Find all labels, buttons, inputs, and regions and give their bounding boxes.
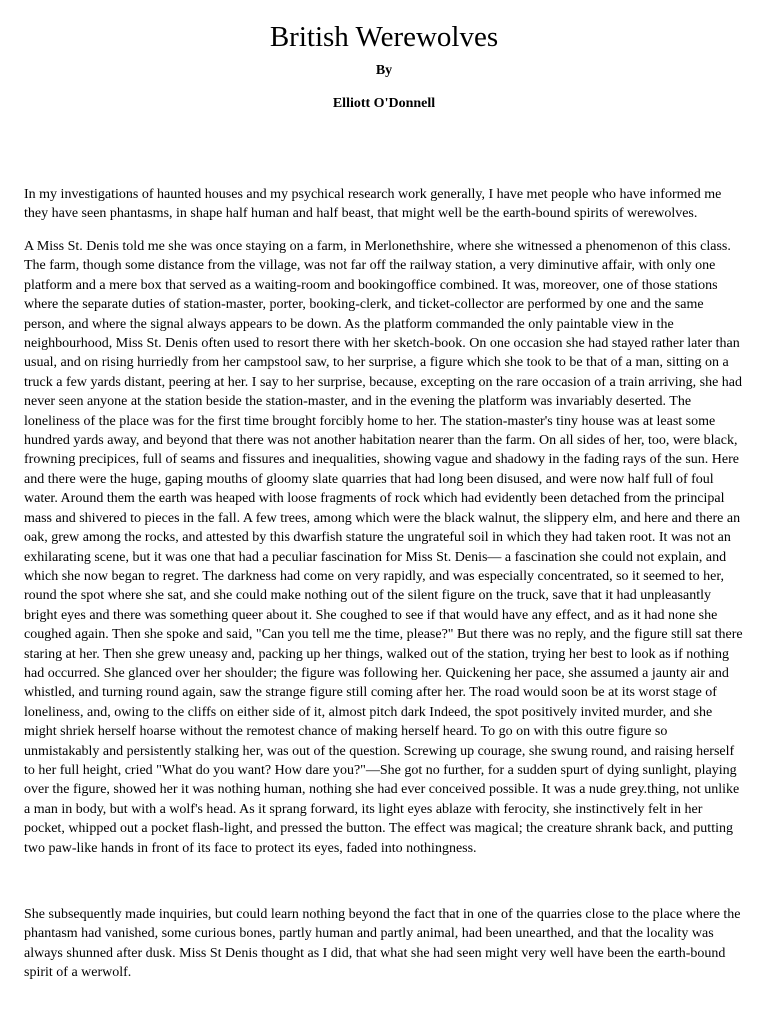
paragraph-story: A Miss St. Denis told me she was once staying on a farm, in Merlonethshire, where she witnessed a phenomenon of this class. The farm, though some distance from the village, was not far off the railway station, a very diminutive affair, with only one platform and a mere box that served as a waiting-room and bookingoffice combined. It was, moreover, one of those stations where the separate duties of station-master, porter, booking-clerk, and ticket-collector are performed by one and the same person, and where the signal always appears to be down. As the platform commanded the only paintable view in the neighbourhood, Miss St. Denis often used to resort there with her sketch-book. On one occasion she had stayed rather later than usual, and on rising hurriedly from her campstool saw, to her surprise, a figure which she took to be that of a man, sitting on a truck a few yards distant, peering at her. I say to her surprise, because, excepting on the rare occasion of a train arriving, she had never seen anyone at the station beside the station-master, and in the evening the platform was invariably deserted. The loneliness of the place was for the first time brought forcibly home to her. The station-master's tiny house was at least some hundred yards away, and beyond that there was not another habitation nearer than the farm. On all sides of her, too, were black, frowning precipices, full of seams and fissures and inequalities, showing vague and shadowy in the fading rays of the sun. Here and there were the huge, gaping mouths of gloomy slate quarries that had long been disused, and were now half full of foul water. Around them the earth was heaped with loose fragments of rock which had evidently been detached from the principal mass and shivered to pieces in the fall. A few trees, among which were the black walnut, the slippery elm, and here and there an oak, grew among the rocks, and attested by this dwarfish stature the ungrateful soil in which they had taken root. It was not an exhilarating scene, but it was one that had a peculiar fascination for Miss St. Denis— a fascination she could not explain, and which she now began to regret. The darkness had come on very rapidly, and was especially concentrated, so it seemed to her, round the spot where she sat, and she could make nothing out of the silent figure on the truck, save that it had unpleasantly bright eyes and there was something queer about it. She coughed to see if that would have any effect, and as it had none she coughed again. Then she spoke and said, "Can you tell me the time, please?" But there was no reply, and the figure still sat there staring at her. Then she grew uneasy and, packing up her things, walked out of the station, trying her best to look as if nothing had occurred. She glanced over her shoulder; the figure was following her. Quickening her pace, she assumed a jaunty air and whistled, and turning round again, saw the strange figure still coming after her. The road would soon be at its worst stage of loneliness, and, owing to the cliffs on either side of it, almost pitch dark Indeed, the spot positively invited murder, and she might shriek herself hoarse without the remotest chance of making herself heard. To go on with this outre figure so unmistakably and persistently stalking her, was out of the question. Screwing up courage, she swung round, and raising herself to her full height, cried "What do you want? How dare you?"—She got no further, for a sudden spurt of dying sunlight, playing over the figure, showed her it was nothing human, nothing she had ever conceived possible. It was a nude grey.thing, not unlike a man in body, but with a wolf's head. As it sprang forward, its light eyes ablaze with ferocity, she instinctively felt in her pocket, whipped out a pocket flash-light, and pressed the button. The effect was magical; the creature shrank back, and putting two paw-like hands in front of its face to protect its eyes, faded into nothingness. bbox=[24, 239, 743, 856]
author-name: Elliott O'Donnell bbox=[332, 96, 436, 111]
paragraph-intro: In my investigations of haunted houses and my psychical research work generally, I have met people who have informed me they have seen phantasms, in shape half human and half beast, that might well be the earth-bound spirits of werewolves. bbox=[24, 187, 722, 222]
byline: By bbox=[375, 63, 393, 78]
paragraph-conclusion: She subsequently made inquiries, but could learn nothing beyond the fact that in one of the quarries close to the place where the phantasm had vanished, some curious bones, partly human and partly animal, had been unearthed, and that the locality was always shunned after dusk. Miss St Denis thought as I did, that what she had seen might very well have been the earth-bound spirit of a werwolf. bbox=[24, 907, 741, 981]
document-title: British Werewolves bbox=[269, 21, 499, 53]
